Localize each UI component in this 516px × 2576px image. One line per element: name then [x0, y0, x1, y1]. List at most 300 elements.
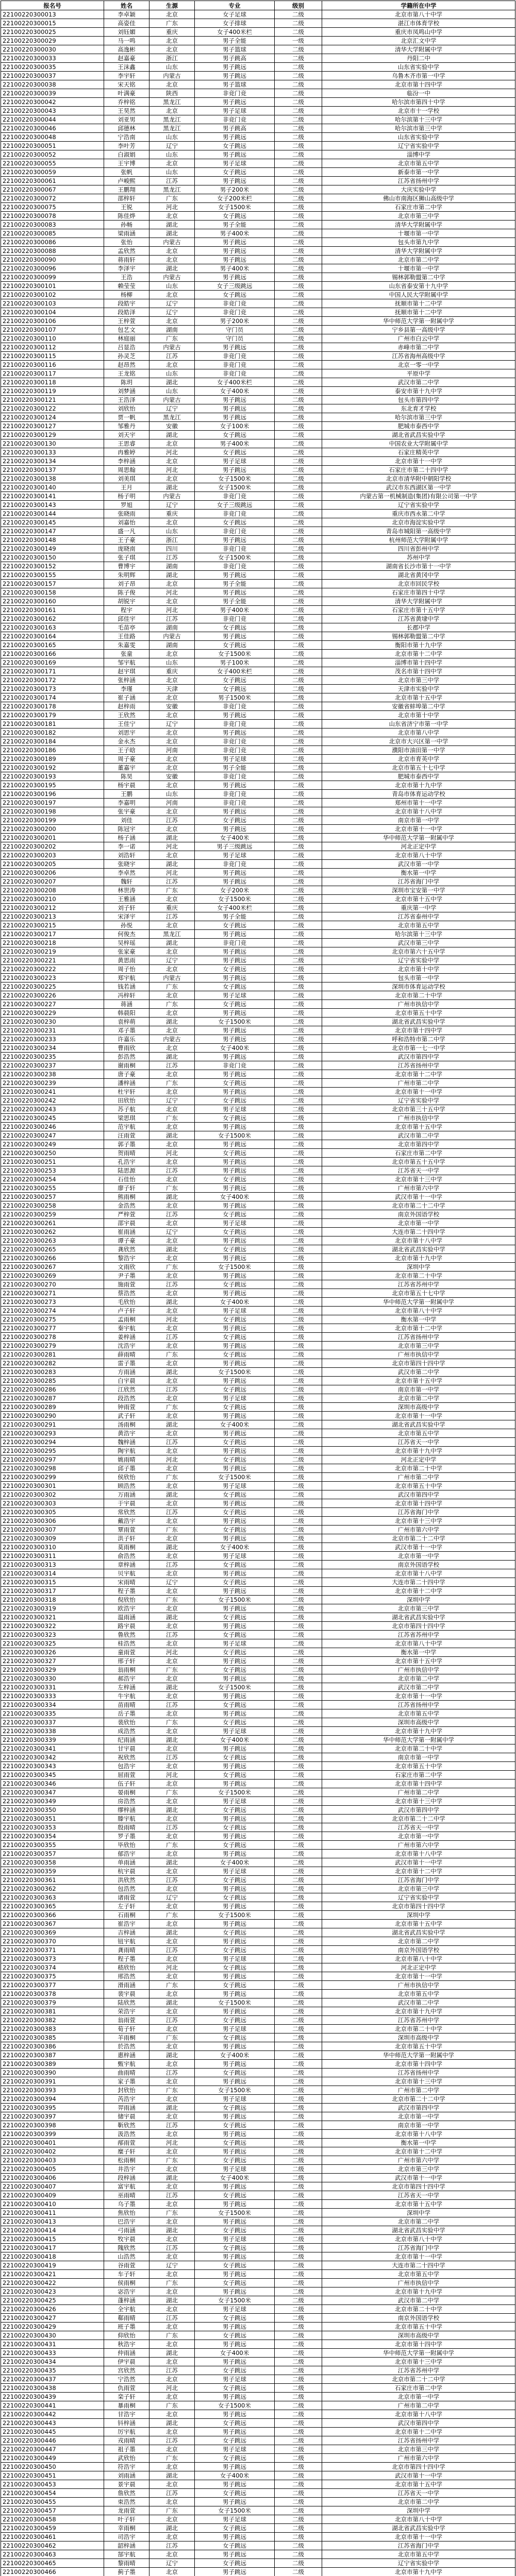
- cell-level: 二级: [275, 746, 322, 755]
- cell-specialty: 女子400米: [195, 1420, 275, 1429]
- table-row: [1, 1070, 515, 1079]
- table-row: [1, 1876, 515, 1885]
- cell-registration-id: 22100220300085: [1, 229, 104, 238]
- cell-name: 羿雨涵: [104, 2104, 149, 2112]
- cell-origin: 北京: [149, 1815, 195, 1823]
- cell-origin: 北京: [149, 1517, 195, 1526]
- cell-school: 北京市第八十中学: [322, 851, 515, 860]
- cell-specialty: 男子跳远: [195, 2200, 275, 2209]
- cell-origin: 湖北: [149, 1131, 195, 1140]
- cell-name: 宁浩南: [104, 133, 149, 142]
- cell-name: 洪欣然: [104, 1876, 149, 1885]
- cell-school: 江苏省天一中学: [322, 1166, 515, 1175]
- table-row: [1, 912, 515, 921]
- cell-name: 伍子轩: [104, 1780, 149, 1788]
- cell-school: 北京市第十四中学: [322, 2060, 515, 2069]
- cell-origin: 重庆: [149, 667, 195, 676]
- cell-specialty: 男子跳远: [195, 1674, 275, 1683]
- cell-name: 张怡: [104, 238, 149, 247]
- table-row: [1, 1885, 515, 1893]
- cell-name: 林世涛: [104, 886, 149, 895]
- table-row: [1, 737, 515, 746]
- cell-registration-id: 22100220300349: [1, 1797, 104, 1806]
- cell-origin: 江苏: [149, 1061, 195, 1070]
- cell-school: 华中师范大学第一附属中学: [322, 1298, 515, 1307]
- cell-name: 严梓萱: [104, 1210, 149, 1219]
- cell-origin: 江苏: [149, 2436, 195, 2445]
- cell-registration-id: 22100220300163: [1, 623, 104, 632]
- cell-specialty: 男子跳远: [195, 1289, 275, 1298]
- cell-origin: 北京: [149, 2182, 195, 2191]
- cell-specialty: 女子跳远: [195, 212, 275, 221]
- cell-origin: 北京: [149, 1727, 195, 1736]
- cell-level: 二级: [275, 2235, 322, 2244]
- cell-school: 山东省实验中学: [322, 63, 515, 72]
- cell-origin: 北京: [149, 80, 195, 89]
- cell-level: 二级: [275, 1666, 322, 1674]
- cell-registration-id: 22100220300337: [1, 1718, 104, 1727]
- table-row: [1, 632, 515, 641]
- cell-name: 范宇航: [104, 1123, 149, 1131]
- cell-level: 二级: [275, 2305, 322, 2314]
- cell-origin: 北京: [149, 1709, 195, 1718]
- cell-name: 王子晗: [104, 746, 149, 755]
- cell-level: 二级: [275, 1622, 322, 1631]
- cell-school: 北京市大兴区第一中学: [322, 737, 515, 746]
- cell-school: 武汉市第十一中学: [322, 2471, 515, 2480]
- cell-school: 大连市第二十四中学: [322, 1578, 515, 1587]
- cell-name: 甄宇航: [104, 2060, 149, 2069]
- cell-name: 梁思琪: [104, 1114, 149, 1123]
- cell-specialty: 男子跳远: [195, 2533, 275, 2541]
- cell-level: 二级: [275, 1000, 322, 1009]
- cell-origin: 北京: [149, 1867, 195, 1876]
- cell-origin: 北京: [149, 991, 195, 1000]
- cell-school: 北京市第十五中学: [322, 693, 515, 702]
- cell-registration-id: 22100220300203: [1, 851, 104, 860]
- cell-specialty: 女子三级跳远: [195, 282, 275, 291]
- cell-origin: 湖北: [149, 1490, 195, 1499]
- cell-name: 姚雨晴: [104, 1455, 149, 1464]
- cell-level: 二级: [275, 2086, 322, 2095]
- cell-school: 北京市第十二中学: [322, 1070, 515, 1079]
- cell-name: 牛宇航: [104, 1692, 149, 1701]
- cell-school: 抚顺市第十二中学: [322, 299, 515, 308]
- cell-specialty: 男子跳远: [195, 177, 275, 185]
- cell-specialty: 男子跳远: [195, 1158, 275, 1166]
- cell-name: 何俊杰: [104, 930, 149, 939]
- cell-level: 二级: [275, 658, 322, 667]
- cell-name: 孟欣然: [104, 247, 149, 256]
- cell-name: 林庭丽: [104, 334, 149, 343]
- header-school: 学籍所在中学: [322, 1, 515, 10]
- cell-registration-id: 22100220300198: [1, 807, 104, 816]
- cell-name: 於浩然: [104, 2042, 149, 2051]
- table-row: [1, 1552, 515, 1561]
- table-row: [1, 816, 515, 825]
- table-row: [1, 2419, 515, 2428]
- cell-school: 南京市第一中学: [322, 1385, 515, 1394]
- cell-specialty: 男子400米: [195, 264, 275, 273]
- cell-school: 江苏省海门中学: [322, 1876, 515, 1885]
- table-row: [1, 1210, 515, 1219]
- table-row: [1, 1534, 515, 1543]
- cell-origin: 广东: [149, 1788, 195, 1797]
- table-row: [1, 851, 515, 860]
- cell-registration-id: 22100220300306: [1, 1517, 104, 1526]
- cell-name: 谷雨萱: [104, 2261, 149, 2270]
- cell-name: 俞浩然: [104, 1552, 149, 1561]
- cell-origin: 北京: [149, 1797, 195, 1806]
- cell-origin: 北京: [149, 2200, 195, 2209]
- cell-name: 欧浩宇: [104, 1604, 149, 1613]
- cell-specialty: 女子跳远: [195, 2226, 275, 2235]
- cell-specialty: 男子跳远: [195, 1412, 275, 1420]
- table-row: [1, 1298, 515, 1307]
- cell-level: 二级: [275, 1613, 322, 1622]
- cell-school: 武汉市第十一中学: [322, 1543, 515, 1552]
- cell-registration-id: 22100220300297: [1, 1455, 104, 1464]
- table-row: [1, 1508, 515, 1517]
- cell-school: 北京市第一中学: [322, 2393, 515, 2401]
- cell-specialty: 非竞门竞: [195, 510, 275, 518]
- cell-registration-id: 22100220300223: [1, 974, 104, 982]
- cell-origin: 河北: [149, 1315, 195, 1324]
- cell-school: 石家庄市第二中学: [322, 1771, 515, 1780]
- cell-level: 二级: [275, 562, 322, 571]
- cell-school: 江苏省海州高级中学: [322, 352, 515, 361]
- cell-registration-id: 22100220300435: [1, 2366, 104, 2375]
- cell-name: 荣浩宇: [104, 2007, 149, 2016]
- cell-origin: 北京: [149, 1219, 195, 1228]
- cell-school: 北京市第三中学: [322, 1885, 515, 1893]
- cell-registration-id: 22100220300325: [1, 1639, 104, 1648]
- cell-school: 北京市第五中学: [322, 2550, 515, 2559]
- table-row: [1, 650, 515, 658]
- cell-school: 江苏省苏州中学: [322, 2366, 515, 2375]
- table-row: [1, 89, 515, 98]
- cell-name: 陈子俊: [104, 588, 149, 597]
- cell-level: 二级: [275, 1254, 322, 1263]
- cell-origin: 山东: [149, 133, 195, 142]
- cell-origin: 黑龙江: [149, 98, 195, 107]
- cell-level: 二级: [275, 1412, 322, 1420]
- cell-registration-id: 22100220300192: [1, 764, 104, 772]
- cell-specialty: 男子全能: [195, 221, 275, 229]
- cell-registration-id: 22100220300182: [1, 728, 104, 737]
- cell-registration-id: 22100220300370: [1, 1937, 104, 1946]
- cell-school: 北京市第二十二中学: [322, 2375, 515, 2384]
- cell-specialty: 女子排球: [195, 19, 275, 28]
- cell-school: 清华大学附属中学: [322, 221, 515, 229]
- cell-origin: 广东: [149, 2209, 195, 2217]
- cell-level: 二级: [275, 1990, 322, 1998]
- cell-name: 张子琪: [104, 553, 149, 562]
- table-row: [1, 1674, 515, 1683]
- cell-origin: 北京: [149, 1885, 195, 1893]
- cell-name: 李瑾: [104, 685, 149, 693]
- cell-school: 北京市第十八中学: [322, 2410, 515, 2419]
- cell-level: 二级: [275, 825, 322, 834]
- cell-origin: 湖北: [149, 378, 195, 387]
- cell-registration-id: 22100220300397: [1, 2112, 104, 2121]
- cell-name: 井浩宇: [104, 2165, 149, 2174]
- cell-name: 孙灵芝: [104, 352, 149, 361]
- cell-origin: 浙江: [149, 536, 195, 545]
- cell-name: 倪欣怡: [104, 1596, 149, 1604]
- cell-level: 二级: [275, 212, 322, 221]
- cell-specialty: 男子100米: [195, 658, 275, 667]
- cell-school: 深圳市高级中学: [322, 2033, 515, 2042]
- cell-specialty: 女子1500米: [195, 2401, 275, 2410]
- cell-specialty: 男子跳远: [195, 1850, 275, 1858]
- cell-origin: 北京: [149, 1674, 195, 1683]
- cell-specialty: 男子跳远: [195, 396, 275, 404]
- cell-school: 十堰市第一中学: [322, 229, 515, 238]
- table-row: [1, 2506, 515, 2515]
- cell-level: 二级: [275, 1403, 322, 1412]
- cell-school: 天津市实验中学: [322, 685, 515, 693]
- cell-school: 广州市执信中学: [322, 1350, 515, 1359]
- cell-level: 二级: [275, 194, 322, 203]
- table-row: [1, 1657, 515, 1666]
- cell-name: 于宇晨: [104, 1499, 149, 1508]
- cell-level: 二级: [275, 1850, 322, 1858]
- cell-registration-id: 22100220300298: [1, 1464, 104, 1473]
- cell-specialty: 男子跳远: [195, 1517, 275, 1526]
- cell-school: 北京市第十一中学: [322, 1972, 515, 1981]
- cell-specialty: 女子跳远: [195, 1613, 275, 1622]
- cell-name: 王鹏: [104, 790, 149, 799]
- table-body: [1, 10, 515, 2576]
- cell-level: 二级: [275, 869, 322, 877]
- cell-origin: 北京: [149, 1692, 195, 1701]
- cell-level: 二级: [275, 1088, 322, 1096]
- cell-registration-id: 22100220300407: [1, 2182, 104, 2191]
- cell-level: 一级: [275, 37, 322, 45]
- table-row: [1, 1937, 515, 1946]
- cell-school: 北京市第五十中学: [322, 2042, 515, 2051]
- cell-specialty: 男子跳远: [195, 1709, 275, 1718]
- cell-specialty: 女子400米: [195, 2051, 275, 2060]
- cell-registration-id: 22100220300206: [1, 869, 104, 877]
- cell-registration-id: 22100220300242: [1, 1096, 104, 1105]
- cell-name: 刘思宇: [104, 728, 149, 737]
- cell-registration-id: 22100220300281: [1, 1350, 104, 1359]
- cell-name: 唐子豪: [104, 1070, 149, 1079]
- cell-level: 二级: [275, 1639, 322, 1648]
- cell-registration-id: 22100220300055: [1, 159, 104, 168]
- cell-origin: 北京: [149, 1289, 195, 1298]
- cell-origin: 广东: [149, 2033, 195, 2042]
- cell-registration-id: 22100220300439: [1, 2393, 104, 2401]
- cell-name: 邓子墨: [104, 1026, 149, 1035]
- cell-registration-id: 22100220300138: [1, 474, 104, 483]
- cell-origin: 北京: [149, 2025, 195, 2033]
- cell-origin: 北京: [149, 317, 195, 326]
- cell-origin: 江苏: [149, 2016, 195, 2025]
- cell-origin: 北京: [149, 597, 195, 606]
- cell-school: 江苏省海门中学: [322, 2244, 515, 2252]
- cell-specialty: 男子跳远: [195, 1123, 275, 1131]
- cell-name: 卢峻熙: [104, 177, 149, 185]
- cell-level: 二级: [275, 2252, 322, 2261]
- cell-name: 罗旭: [104, 501, 149, 510]
- cell-level: 二级: [275, 606, 322, 615]
- cell-origin: 广东: [149, 1666, 195, 1674]
- cell-name: 秦宇航: [104, 1324, 149, 1333]
- cell-school: 北京市第八十中学: [322, 10, 515, 19]
- table-row: [1, 1587, 515, 1596]
- cell-registration-id: 22100220300375: [1, 1972, 104, 1981]
- cell-origin: 北京: [149, 361, 195, 369]
- cell-name: 蒋雨轩: [104, 256, 149, 264]
- cell-school: 淄博市第十四中学: [322, 658, 515, 667]
- table-row: [1, 2287, 515, 2296]
- table-row: [1, 2524, 515, 2533]
- cell-school: 南京外国语学校: [322, 1210, 515, 1219]
- cell-level: 二级: [275, 2358, 322, 2366]
- cell-specialty: 男子跳远: [195, 825, 275, 834]
- cell-level: 二级: [275, 685, 322, 693]
- cell-level: 二级: [275, 1753, 322, 1762]
- table-row: [1, 2498, 515, 2506]
- cell-name: 岳子墨: [104, 1709, 149, 1718]
- cell-origin: 湖北: [149, 1683, 195, 1692]
- cell-school: 北京市第二十中学: [322, 2305, 515, 2314]
- cell-registration-id: 22100220300459: [1, 2524, 104, 2533]
- cell-registration-id: 22100220300317: [1, 1587, 104, 1596]
- cell-name: 贾一帆: [104, 413, 149, 422]
- cell-level: 二级: [275, 536, 322, 545]
- cell-level: 二级: [275, 343, 322, 352]
- table-row: [1, 1000, 515, 1009]
- cell-origin: 北京: [149, 580, 195, 588]
- cell-origin: 北京: [149, 2445, 195, 2454]
- cell-registration-id: 22100220300172: [1, 676, 104, 685]
- cell-level: 二级: [275, 1806, 322, 1815]
- cell-school: 北京市第三十五中学: [322, 1105, 515, 1114]
- cell-name: 王佳路: [104, 632, 149, 641]
- cell-level: 二级: [275, 1105, 322, 1114]
- cell-specialty: 男子足球: [195, 1307, 275, 1315]
- cell-origin: 江苏: [149, 2191, 195, 2200]
- cell-registration-id: 22100220300103: [1, 299, 104, 308]
- cell-origin: 北京: [149, 439, 195, 448]
- cell-registration-id: 22100220300410: [1, 2200, 104, 2209]
- cell-origin: 北京: [149, 728, 195, 737]
- table-row: [1, 676, 515, 685]
- cell-origin: 湖北: [149, 229, 195, 238]
- cell-origin: 北京: [149, 1499, 195, 1508]
- cell-origin: 河北: [149, 842, 195, 851]
- cell-registration-id: 22100220300270: [1, 1280, 104, 1289]
- cell-name: 惠梓涵: [104, 2051, 149, 2060]
- cell-level: 二级: [275, 2279, 322, 2287]
- cell-school: 北京市第三中学: [322, 1342, 515, 1350]
- cell-origin: 北京: [149, 518, 195, 527]
- cell-level: 二级: [275, 930, 322, 939]
- cell-origin: 广东: [149, 886, 195, 895]
- cell-level: 二级: [275, 2480, 322, 2489]
- table-row: [1, 1158, 515, 1166]
- cell-specialty: 女子1500米: [195, 553, 275, 562]
- cell-name: 韶梓涵: [104, 2541, 149, 2550]
- cell-school: 深圳市体育运动学校: [322, 982, 515, 991]
- cell-specialty: 女子400米: [195, 2174, 275, 2182]
- cell-registration-id: 22100220300184: [1, 737, 104, 746]
- table-row: [1, 939, 515, 947]
- cell-name: 吕显浩: [104, 343, 149, 352]
- cell-specialty: 男子跳远: [195, 1920, 275, 1928]
- cell-registration-id: 22100220300141: [1, 492, 104, 501]
- cell-name: 施雨萱: [104, 1280, 149, 1289]
- table-row: [1, 1631, 515, 1639]
- table-row: [1, 194, 515, 203]
- cell-name: 赵宇琪: [104, 667, 149, 676]
- cell-registration-id: 22100220300149: [1, 545, 104, 553]
- cell-specialty: 女子跳远: [195, 1946, 275, 1955]
- cell-origin: 北京: [149, 676, 195, 685]
- cell-level: 二级: [275, 2401, 322, 2410]
- cell-registration-id: 22100220300152: [1, 562, 104, 571]
- cell-registration-id: 22100220300351: [1, 1815, 104, 1823]
- cell-registration-id: 22100220300326: [1, 1648, 104, 1657]
- cell-name: 张家豪: [104, 947, 149, 956]
- cell-origin: 江苏: [149, 1438, 195, 1447]
- cell-level: 二级: [275, 63, 322, 72]
- cell-school: 北京市第五中学: [322, 1990, 515, 1998]
- table-row: [1, 947, 515, 956]
- cell-specialty: 女子1500米: [195, 1683, 275, 1692]
- cell-school: 北京市第十二中学: [322, 2428, 515, 2436]
- table-row: [1, 1053, 515, 1061]
- table-row: [1, 2410, 515, 2419]
- cell-school: 北京市回民学校: [322, 580, 515, 588]
- table-row: [1, 387, 515, 396]
- cell-origin: 北京: [149, 1307, 195, 1315]
- cell-name: 叶满豪: [104, 89, 149, 98]
- cell-registration-id: 22100220300193: [1, 772, 104, 781]
- cell-origin: 北京: [149, 457, 195, 466]
- table-row: [1, 1280, 515, 1289]
- cell-level: 二级: [275, 588, 322, 597]
- cell-specialty: 女子跳远: [195, 1981, 275, 1990]
- cell-registration-id: 22100220300029: [1, 37, 104, 45]
- cell-origin: 北京: [149, 851, 195, 860]
- table-row: [1, 1526, 515, 1534]
- cell-level: 二级: [275, 2217, 322, 2226]
- table-row: [1, 2296, 515, 2305]
- table-row: [1, 54, 515, 63]
- cell-school: 东北育才学校: [322, 404, 515, 413]
- cell-origin: 河北: [149, 466, 195, 474]
- cell-specialty: 女子1500米: [195, 483, 275, 492]
- cell-school: 北京市第十八中学: [322, 2130, 515, 2139]
- cell-specialty: 男子足球: [195, 2305, 275, 2314]
- cell-specialty: 女子跳远: [195, 1701, 275, 1709]
- cell-registration-id: 22100220300377: [1, 1981, 104, 1990]
- cell-specialty: 女子跳远: [195, 1000, 275, 1009]
- table-row: [1, 221, 515, 229]
- cell-name: 王昊然: [104, 107, 149, 115]
- cell-registration-id: 22100220300245: [1, 1114, 104, 1123]
- cell-registration-id: 22100220300205: [1, 860, 104, 869]
- cell-school: 肥城市泰西中学: [322, 772, 515, 781]
- cell-origin: 北京: [149, 2375, 195, 2384]
- cell-school: 广州市第二中学: [322, 2401, 515, 2410]
- cell-registration-id: 22100220300443: [1, 2419, 104, 2428]
